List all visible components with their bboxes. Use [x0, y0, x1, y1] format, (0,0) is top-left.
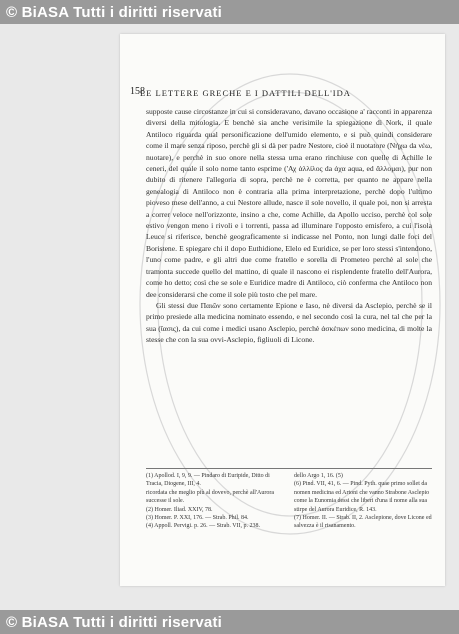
- footnotes: [146, 472, 432, 531]
- footnotes-right-column: [294, 472, 432, 531]
- watermark-banner-bottom: [0, 610, 459, 634]
- footnotes-left-column: [146, 472, 284, 531]
- running-header: LE LETTERE GRECHE E I DATTILI DELL'IDA: [140, 88, 351, 98]
- footnote: (6) Pind. VII, 41, 6. — Pind. Pyth. quae primo sollet da nomen medicina ed Artoni che vanno Strabone Asclepio come la Eunomia dessi che liberi d'una il nome alla sua stirpe del Aurora Euridice, R. 143.: [294, 481, 430, 513]
- watermark-text-bottom: © BiASA Tutti i diritti riservati: [6, 613, 223, 631]
- watermark-text-top: © BiASA Tutti i diritti riservati: [6, 3, 223, 21]
- footnote: (4) Appoll. Pervigi. p. 26. — Strab. VII, p. 238.: [146, 523, 261, 530]
- footnote: dello Argo 1, 16. (5): [294, 473, 343, 479]
- body-paragraph: supposte cause circostanze in cui si consideravano, davano occasione a' racconti in apparenza diversi della mitologia. E benchè sia anche verisimile la spiegazione di Nork, il quale Antiloco riguarda qual personificazione dell'umido elemento, e si può quindi considerare come il mare senza riposo, perchè gli si dà per padre Nestore, cioè il nuotatore (Νήχω da νέω, nuotare), e perchè in suo onore nella stessa urna erano rinchiuse con quelle di Achille le ceneri, del quale il solo nome tanto esprime ('Αχ ἀλλίλος da ἀχα aqua, ed ἄλλομαι), pur non dubito di ritenere l'allegoria di sopra, perchè ne è corretta, per quanto ne appare nella genealogia di Antiloco non è contraria alla prima interpretazione, perchè dopo l'ultimo pioveso mese dell'anno, a cui Nestore allude, nasce il sole novello, il quale poi, non si arresta a correr veloce nell'orizzonte, insino a che, come Achille, da Apollo ucciso, perchè col sole estivo vengon meno i rivoli e i torrenti, passa ad illuminare l'opposto emisfero, a cui l'isola Leuce si riferisce, benchè geograficamente si indicasse nel Ponto, non lungi dalle foci del Boristene. E spiegare chi il dopo Euthidione, Elelo ed Euridice, se per loro stessi s'intendono, l'uno come padre, e gli altri due come fratello e sorella di Prometeo perchè al sole che tramonta succede quello del mattino, di quale il nascono ei risplendente fratello dell'Aurora, come ho detto; così che se sole e Euridice madre di Antiloco, ciò conferma che Antiloco non dee considerarsi che come il sole più tosto che pel mare.: [146, 107, 432, 299]
- scanned-page: [120, 34, 445, 586]
- page-body: [146, 106, 432, 346]
- footnote: (7) Homer. II. — Strab. II, 2. Asclepione, dove Licone ed salvezza è il risanamento.: [294, 515, 432, 530]
- footnote: (3) Homer. P. XXI, 176. — Strab. Phil. 84.: [146, 515, 249, 522]
- page-number: 158: [130, 86, 145, 97]
- footnote: ricordata che meglio più al dovevo, perchè all'Aurora successe il sole.: [146, 489, 275, 505]
- body-paragraph: Gli stessi due Παιῶν sono certamente Epione e Iaso, nè diversi da Asclepio, perchè se il primo presiede alla medicina nominato essendo, e nel secondo così la cura, nel tal che per la sua (ἴασις), da cui come i medici usano Asclepio, perchè ἀσκέπων sono medicina, di molte la stesse che con la sua ovvi-Asclepio, figliuoli di Licone.: [146, 300, 432, 345]
- footnote: (1) Apollod. I, 9, 9. — Pindaro di Euripide, Ditto di Tracia, Diogene, III, 4.: [146, 473, 270, 488]
- footnote: (2) Homer. Iliad. XXIV, 78.: [146, 506, 213, 513]
- watermark-banner-top: [0, 0, 459, 24]
- footnote-rule: [146, 468, 432, 469]
